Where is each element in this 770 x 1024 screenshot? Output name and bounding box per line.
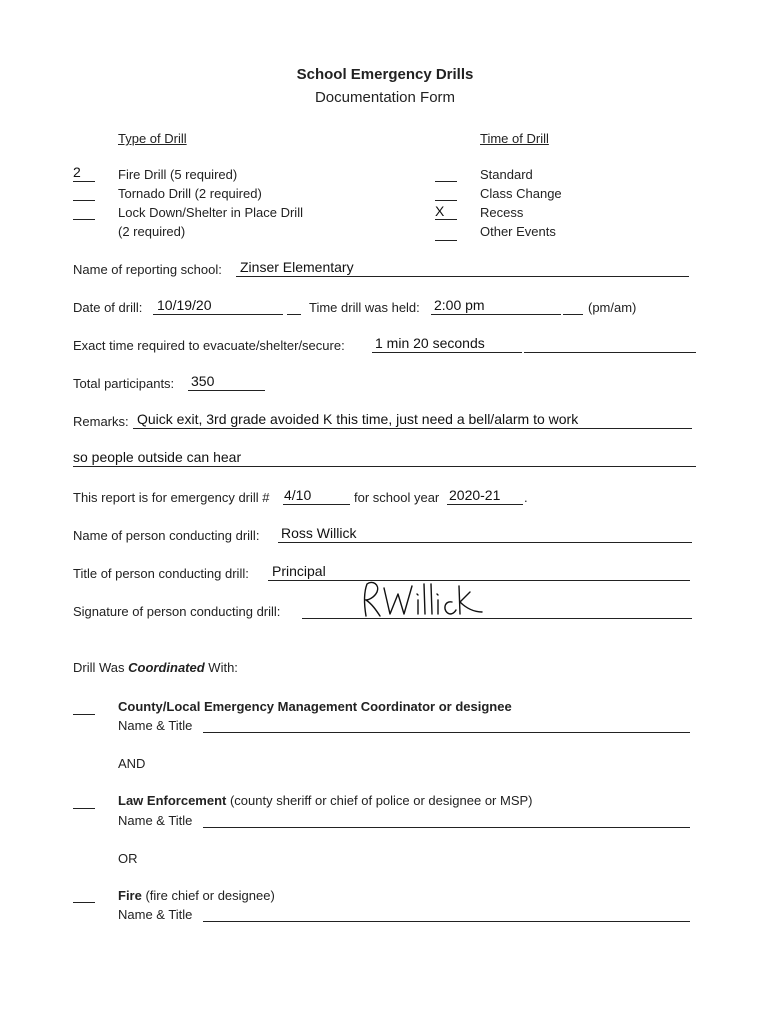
time-held-value[interactable]: 2:00 pm (434, 297, 485, 313)
fire-name-title-line[interactable] (203, 921, 690, 922)
county-name-title-line[interactable] (203, 732, 690, 733)
remarks-line-2 (73, 466, 696, 467)
fire-detail: (fire chief or designee) (141, 888, 275, 903)
tornado-drill-label: Tornado Drill (2 required) (118, 186, 262, 201)
fire-drill-blank[interactable] (73, 181, 95, 182)
participants-label: Total participants: (73, 376, 175, 391)
tornado-drill-blank[interactable] (73, 200, 95, 201)
recess-mark[interactable]: X (435, 203, 445, 219)
fire-drill-label: Fire Drill (5 required) (118, 167, 238, 182)
or-label: OR (118, 851, 138, 866)
time-held-label: Time drill was held: (309, 300, 420, 315)
law-enforcement-detail: (county sheriff or chief of police or designee or MSP) (226, 793, 533, 808)
law-name-title-label: Name & Title (118, 813, 193, 828)
other-events-blank[interactable] (435, 240, 457, 241)
report-number-value[interactable]: 4/10 (284, 487, 312, 503)
type-of-drill-heading: Type of Drill (118, 131, 187, 146)
title-value[interactable]: Principal (272, 563, 326, 579)
county-blank[interactable] (73, 714, 95, 715)
remarks-line-1 (133, 428, 692, 429)
title-label: Title of person conducting drill: (73, 566, 249, 581)
and-label: AND (118, 756, 146, 771)
signature-label: Signature of person conducting drill: (73, 604, 281, 619)
lockdown-drill-label: Lock Down/Shelter in Place Drill (118, 205, 303, 220)
class-change-blank[interactable] (435, 200, 457, 201)
coordinated-heading (73, 660, 238, 675)
report-number-label: This report is for emergency drill # (73, 490, 270, 505)
person-value[interactable]: Ross Willick (281, 525, 357, 541)
date-line-extra (287, 314, 301, 315)
school-label: Name of reporting school: (73, 262, 222, 277)
time-unit-label: (pm/am) (588, 300, 637, 315)
remarks-value-1[interactable]: Quick exit, 3rd grade avoided K this time, just need a bell/alarm to work (137, 411, 579, 427)
time-held-line (431, 314, 561, 315)
fire-bold: Fire (118, 888, 142, 903)
fire-drill-mark[interactable]: 2 (73, 164, 81, 180)
person-line (278, 542, 692, 543)
lockdown-drill-blank[interactable] (73, 219, 95, 220)
law-enforcement-blank[interactable] (73, 808, 95, 809)
recess-label: Recess (480, 205, 524, 220)
exact-time-line (372, 352, 522, 353)
time-of-drill-heading: Time of Drill (480, 131, 549, 146)
school-year-value[interactable]: 2020-21 (449, 487, 501, 503)
county-name-title-label: Name & Title (118, 718, 193, 733)
law-enforcement-bold: Law Enforcement (118, 793, 227, 808)
time-held-line-extra (563, 314, 583, 315)
law-enforcement-label (118, 793, 533, 808)
report-number-line (283, 504, 350, 505)
school-year-line (447, 504, 523, 505)
standard-label: Standard (480, 167, 533, 182)
date-line (153, 314, 283, 315)
school-line (236, 276, 689, 277)
date-value[interactable]: 10/19/20 (157, 297, 212, 313)
law-name-title-line[interactable] (203, 827, 690, 828)
exact-time-line-extra (524, 352, 696, 353)
county-coordinator-label: County/Local Emergency Management Coordinator or designee (118, 699, 512, 714)
school-value[interactable]: Zinser Elementary (240, 259, 354, 275)
standard-blank[interactable] (435, 181, 457, 182)
coordinated-heading-prefix: Drill Was (73, 660, 129, 675)
handwritten-signature (358, 578, 484, 622)
other-events-label: Other Events (480, 224, 556, 239)
form-subtitle: Documentation Form (314, 89, 456, 106)
class-change-label: Class Change (480, 186, 562, 201)
remarks-label: Remarks: (73, 414, 129, 429)
participants-line (188, 390, 265, 391)
coordinated-heading-suffix: With: (204, 660, 238, 675)
participants-value[interactable]: 350 (191, 373, 215, 389)
exact-time-value[interactable]: 1 min 20 seconds (375, 335, 485, 351)
person-label: Name of person conducting drill: (73, 528, 260, 543)
fire-name-title-label: Name & Title (118, 907, 193, 922)
lockdown-required-note: (2 required) (118, 224, 186, 239)
fire-label (118, 888, 275, 903)
remarks-value-2[interactable]: so people outside can hear (73, 449, 242, 465)
date-label: Date of drill: (73, 300, 143, 315)
form-title: School Emergency Drills (296, 66, 474, 83)
coordinated-heading-emphasis: Coordinated (128, 660, 205, 675)
recess-blank[interactable] (435, 219, 457, 220)
fire-blank[interactable] (73, 902, 95, 903)
exact-time-label: Exact time required to evacuate/shelter/secure: (73, 338, 345, 353)
school-year-label: for school year (354, 490, 440, 505)
school-year-period: . (524, 490, 528, 505)
